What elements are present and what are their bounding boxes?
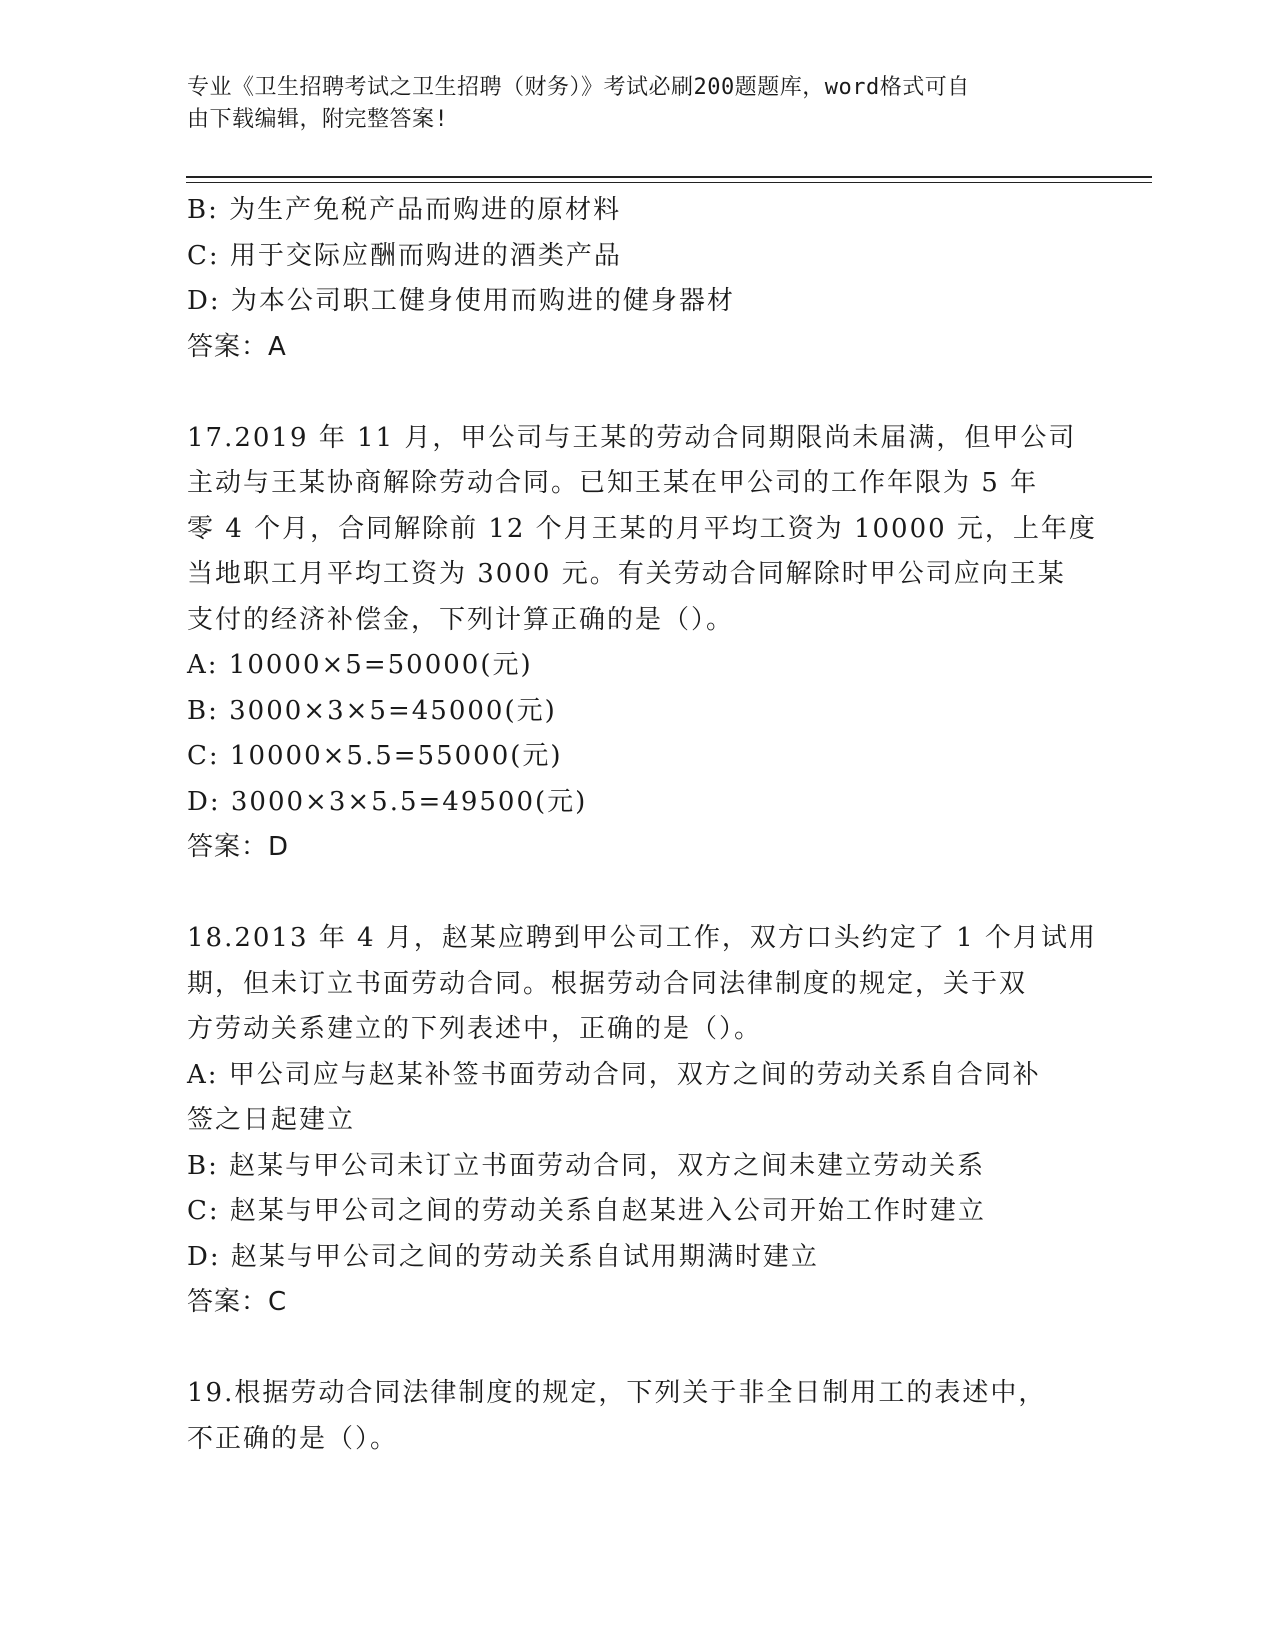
option-d: D: 为本公司职工健身使用而购进的健身器材	[187, 286, 735, 316]
spacer	[187, 1326, 1087, 1372]
question-19	[187, 1371, 1087, 1462]
question-stem-line: 18.2013 年 4 月，赵某应聘到甲公司工作，双方口头约定了 1 个月试用	[187, 923, 1097, 953]
spacer	[187, 370, 1087, 416]
option-d: D: 赵某与甲公司之间的劳动关系自试用期满时建立	[187, 1241, 819, 1272]
question-stem-line: 17.2019 年 11 月，甲公司与王某的劳动合同期限尚未届满，但甲公司	[187, 422, 1077, 453]
option-b: B: 3000×3×5=45000(元)	[187, 695, 557, 726]
question-18	[187, 916, 1097, 1326]
option-c: C: 10000×5.5=55000(元)	[187, 741, 563, 771]
question-stem-line: 不正确的是（）。	[187, 1423, 399, 1454]
question-stem-line: 支付的经济补偿金，下列计算正确的是（）。	[187, 604, 735, 635]
option-b: B: 赵某与甲公司未订立书面劳动合同，双方之间未建立劳动关系	[187, 1150, 986, 1181]
header-line-2: 由下载编辑，附完整答案!	[187, 107, 449, 132]
question-stem-line: 19.根据劳动合同法律制度的规定，下列关于非全日制用工的表述中，	[187, 1378, 1047, 1408]
question-17	[187, 416, 1097, 871]
option-d: D: 3000×3×5.5=49500(元)	[187, 786, 588, 817]
spacer	[187, 871, 1087, 917]
option-b: B: 为生产免税产品而购进的原材料	[187, 195, 622, 225]
question-stem-line: 当地职工月平均工资为 3000 元。有关劳动合同解除时甲公司应向王某	[187, 559, 1066, 589]
answer-line: 答案：A	[187, 331, 287, 362]
header-rule-thick	[186, 176, 1152, 178]
header-line-1: 专业《卫生招聘考试之卫生招聘（财务）》考试必刷200题题库，word格式可自	[187, 75, 970, 100]
option-a: A: 甲公司应与赵某补签书面劳动合同，双方之间的劳动关系自合同补	[187, 1059, 1041, 1090]
question-stem-line: 方劳动关系建立的下列表述中，正确的是（）。	[187, 1014, 763, 1044]
question-stem-line: 期，但未订立书面劳动合同。根据劳动合同法律制度的规定，关于双	[187, 968, 1028, 999]
answer-line: 答案：D	[187, 832, 290, 862]
option-c: C: 赵某与甲公司之间的劳动关系自赵某进入公司开始工作时建立	[187, 1196, 986, 1226]
answer-line: 答案：C	[187, 1287, 288, 1317]
page-header	[187, 72, 1067, 136]
question-stem-line: 零 4 个月，合同解除前 12 个月王某的月平均工资为 10000 元，上年度	[187, 513, 1097, 544]
header-rule-thin	[186, 182, 1152, 183]
document-body	[187, 188, 1097, 1462]
question-stem-line: 主动与王某协商解除劳动合同。已知王某在甲公司的工作年限为 5 年	[187, 468, 1039, 498]
option-c: C: 用于交际应酬而购进的酒类产品	[187, 240, 622, 271]
option-a-continued: 签之日起建立	[187, 1105, 356, 1135]
option-a: A: 10000×5=50000(元)	[187, 650, 533, 680]
question-16-continued	[187, 188, 1087, 370]
